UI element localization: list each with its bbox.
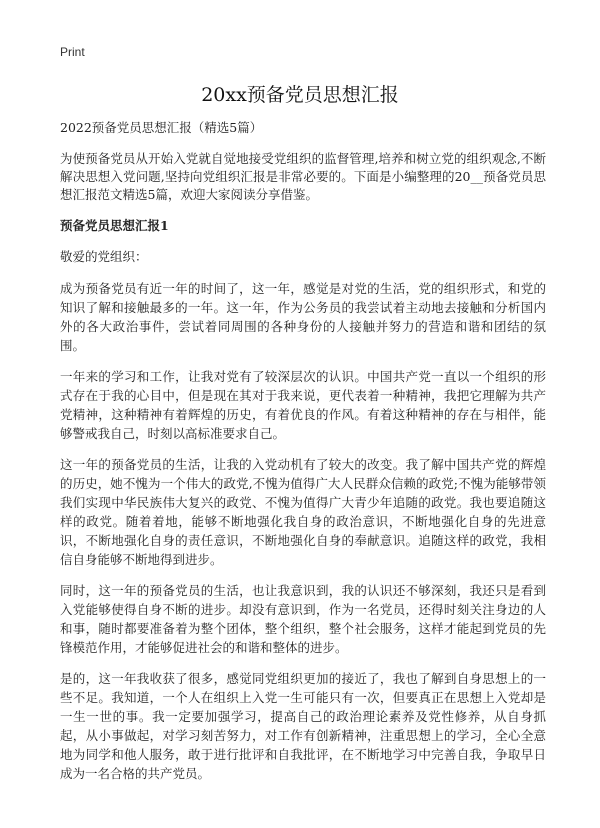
salutation: 敬爱的党组织： [60,249,148,264]
intro-paragraph: 为使预备党员从开始入党就自觉地接受党组织的监督管理,培养和树立党的组织观念,不断解决思想入党问题,坚持向党组织汇报是非常必要的。下面是小编整理的20__预备党员思想汇报范文精选5篇，欢迎大家阅读分享借鉴。 [60,151,546,202]
section-heading: 预备党员思想汇报1 [60,218,169,233]
document-content [60,119,546,795]
print-label: Print [60,45,85,59]
body-paragraph-1: 成为预备党员有近一年的时间了，这一年，感觉是对党的生活，党的组织形式，和党的知识了解和接触最多的一年。这一年，作为公务员的我尝试着主动地去接触和分析国内外的各大政治事件，尝试着同周围的各种身份的人接触并努力的营造和谐和团结的氛围。 [60,281,546,353]
body-paragraph-3: 这一年的预备党员的生活，让我的入党动机有了较大的改变。我了解中国共产党的辉煌的历史，她不愧为一个伟大的政党,不愧为值得广大人民群众信赖的政党;不愧为能够带领我们实现中华民族伟大复兴的政党、不愧为值得广大青少年追随的政党。我也要追随这样的政党。随着着地，能够不断地强化我自身的政治意识，不断地强化自身的先进意识，不断地强化自身的责任意识，不断地强化自身的奉献意识。追随这样的政党，我相信自身能够不断地得到进步。 [60,457,546,567]
document-title: 20xx预备党员思想汇报 [201,84,399,106]
body-paragraph-4: 同时，这一年的预备党员的生活，也让我意识到，我的认识还不够深刻，我还只是看到入党能够使得自身不断的进步。却没有意识到，作为一名党员，还得时刻关注身边的人和事，随时都要准备着为整个团体，整个组织，整个社会服务，这样才能起到党员的先锋模范作用，才能够促进社会的和谐和整体的进步。 [60,583,546,655]
body-paragraph-2: 一年来的学习和工作，让我对党有了较深层次的认识。中国共产党一直以一个组织的形式存在于我的心目中，但是现在其对于我来说，更代表着一种精神，我把它理解为共产党精神，这种精神有着辉煌的历史，有着优良的作风。有着这种精神的存在与相伴，能够警戒我自己，时刻以高标准要求自己。 [60,369,546,441]
body-paragraph-5: 是的，这一年我收获了很多，感觉同党组织更加的接近了，我也了解到自身思想上的一些不足。我知道，一个人在组织上入党一生可能只有一次，但要真正在思想上入党却是一生一世的事。我一定要加强学习，提高自己的政治理论素养及党性修养，从自身抓起，从小事做起，对学习刻苦努力，对工作有创新精神，注重思想上的学习，全心全意地为同学和他人服务，敢于进行批评和自我批评，在不断地学习中完善自我，争取早日成为一名合格的共产党员。 [60,671,546,781]
document-subtitle: 2022预备党员思想汇报（精选5篇） [60,120,263,135]
